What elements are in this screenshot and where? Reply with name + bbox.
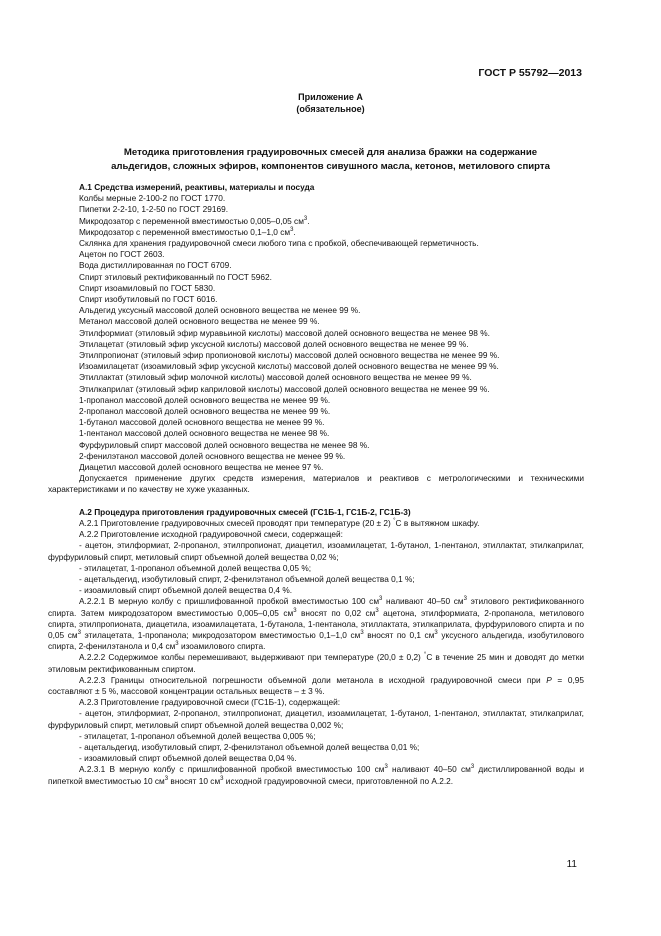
a1-line: 1-пентанол массовой долей основного вещества не менее 98 %. bbox=[79, 428, 330, 439]
a1-line: Спирт изобутиловый по ГОСТ 6016. bbox=[79, 294, 218, 305]
document-title-line-2: альдегидов, сложных эфиров, компонентов сивушного масла, кетонов, метилового спирта bbox=[111, 161, 550, 172]
a2-paragraph: А.2.2.3 Границы относительной погрешности объемной доли метанола в исходной градуировочной смеси при Р = 0,95 составляют ± 5 %, массовой концентрации остальных веществ – ± 3 %. bbox=[48, 674, 584, 696]
document-title-line-1: Методика приготовления градуировочных смесей для анализа бражки на содержание bbox=[123, 147, 538, 158]
standard-number: ГОСТ Р 55792—2013 bbox=[478, 67, 582, 79]
a1-line: Микродозатор с переменной вместимостью 0,1–1,0 $см^3$. bbox=[79, 226, 296, 237]
a1-line: Фурфуриловый спирт массовой долей основного вещества не менее 98 %. bbox=[79, 439, 370, 450]
a2-paragraph: - ацетальдегид, изобутиловый спирт, 2-фенилэтанол объемной долей вещества 0,1 %; bbox=[79, 573, 415, 584]
a2-paragraph: А.2.2 Приготовление исходной градуировочной смеси, содержащей: bbox=[79, 529, 343, 540]
a1-line: Склянка для хранения градуировочной смеси любого типа с пробкой, обеспечивающей герметичность. bbox=[79, 238, 479, 249]
a1-line: Пипетки 2-2-10, 1-2-50 по ГОСТ 29169. bbox=[79, 204, 229, 215]
a2-paragraph: А.2.2.1 В мерную колбу с пришлифованной пробкой вместимостью 100 $см^3$ наливают 40–50 $см^3$ этилового ректификованного спирта. Затем микродозатором вместимостью 0,005–0,05 $см^3$ вносят по 0,02 $см^3$ ацетона, этилформиата, 2-пропанола, метилового спирта, этилпропионата, диацетила, изоамилацетата, 1-бутанола, 1-пентанола, этиллактата, этилкаприлата, фурфурилового спирта и по 0,05 $см^3$ этилацетата, 1-пропанола; микродозатором вместимостью 0,1–1,0 $см^3$ вносят по 0,1 $см^3$ уксусного альдегида, изобутилового спирта, 2-фенилэтанола и 0,4 $см^3$ изоамилового спирта. bbox=[48, 596, 585, 652]
document-title bbox=[70, 146, 591, 174]
section-a1-heading: А.1 Средства измерений, реактивы, материалы и посуда bbox=[79, 182, 315, 192]
a1-line: Спирт изоамиловый по ГОСТ 5830. bbox=[79, 282, 216, 293]
a2-paragraph: А.2.1 Приготовление градуировочных смесей проводят при температуре (20 ± 2) °С в вытяжном шкафу. bbox=[79, 517, 480, 528]
a2-paragraph: - изоамиловый спирт объемной долей вещества 0,4 %. bbox=[79, 585, 293, 596]
a1-line: Диацетил массовой долей основного вещества не менее 97 %. bbox=[79, 462, 324, 473]
a1-line: Допускается применение других средств измерения, материалов и реактивов с метрологическими и техническими характеристиками и по качеству не хуже указанных. bbox=[48, 473, 584, 495]
a1-line: Этилформиат (этиловый эфир муравьиной кислоты) массовой долей основного вещества не менее 98 %. bbox=[79, 327, 490, 338]
section-a2-heading: А.2 Процедура приготовления градуировочных смесей (ГС1Б-1, ГС1Б-2, ГС1Б-3) bbox=[79, 506, 411, 517]
annex-title: Приложение А bbox=[298, 92, 363, 102]
a1-line: 2-пропанол массовой долей основного вещества не менее 99 %. bbox=[79, 406, 331, 417]
a1-line: Этилкаприлат (этиловый эфир каприловой кислоты) массовой долей основного вещества не менее 99 %. bbox=[79, 383, 490, 394]
a2-paragraph: - ацетон, этилформиат, 2-пропанол, этилпропионат, диацетил, изоамилацетат, 1-бутанол, 1-пентанол, этиллактат, этилкаприлат, фурфуриловый спирт, метиловый спирт объемной долей вещества 0,002 %; bbox=[48, 708, 584, 730]
a1-line: Этилацетат (этиловый эфир уксусной кислоты) массовой долей основного вещества не менее 99 %. bbox=[79, 338, 469, 349]
a1-line: Колбы мерные 2-100-2 по ГОСТ 1770. bbox=[79, 193, 226, 204]
annex-status: (обязательное) bbox=[296, 104, 365, 114]
a1-line: Этилпропионат (этиловый эфир пропионовой кислоты) массовой долей основного вещества не менее 99 %. bbox=[79, 350, 500, 361]
a2-paragraph: - ацетон, этилформиат, 2-пропанол, этилпропионат, диацетил, изоамилацетат, 1-бутанол, 1-пентанол, этиллактат, этилкаприлат, фурфуриловый спирт, метиловый спирт объемной долей вещества 0,02 %; bbox=[48, 540, 584, 562]
a2-paragraph: - этилацетат, 1-пропанол объемной долей вещества 0,05 %; bbox=[79, 562, 311, 573]
a2-paragraph: А.2.3.1 В мерную колбу с пришлифованной пробкой вместимостью 100 $см^3$ наливают 40–50 $см^3$ дистиллированной воды и пипеткой вместимостью 10 $см^3$ вносят 10 $см^3$ исходной градуировочной смеси, приготовленной по А.2.2. bbox=[48, 764, 584, 786]
a2-paragraph: - этилацетат, 1-пропанол объемной долей вещества 0,005 %; bbox=[79, 730, 316, 741]
document-body bbox=[48, 182, 584, 787]
a1-line: Альдегид уксусный массовой долей основного вещества не менее 99 %. bbox=[79, 305, 361, 316]
a1-line: Этиллактат (этиловый эфир молочной кислоты) массовой долей основного вещества не менее 99 %. bbox=[79, 372, 472, 383]
a1-line: 1-пропанол массовой долей основного вещества не менее 99 %. bbox=[79, 394, 331, 405]
a1-line: Изоамилацетат (изоамиловый эфир уксусной кислоты) массовой долей основного вещества не менее 99 %. bbox=[79, 361, 499, 372]
a1-line: Вода дистиллированная по ГОСТ 6709. bbox=[79, 260, 232, 271]
a2-paragraph: А.2.3 Приготовление градуировочной смеси (ГС1Б-1), содержащей: bbox=[79, 697, 341, 708]
page-number: 11 bbox=[566, 859, 577, 870]
a1-line: Метанол массовой долей основного вещества не менее 99 %. bbox=[79, 316, 320, 327]
a2-paragraph: - изоамиловый спирт объемной долей вещества 0,04 %. bbox=[79, 753, 297, 764]
a1-line: 1-бутанол массовой долей основного вещества не менее 99 %. bbox=[79, 417, 325, 428]
a1-line: 2-фенилэтанол массовой долей основного вещества не менее 99 %. bbox=[79, 450, 346, 461]
a1-line: Спирт этиловый ректификованный по ГОСТ 5962. bbox=[79, 271, 272, 282]
a2-paragraph: - ацетальдегид, изобутиловый спирт, 2-фенилэтанол объемной долей вещества 0,01 %; bbox=[79, 741, 420, 752]
a2-paragraph: А.2.2.2 Содержимое колбы перемешивают, выдерживают при температуре (20,0 ± 0,2) °С в течение 25 мин и доводят до метки этиловым ректификованным спиртом. bbox=[48, 652, 584, 674]
a1-line: Ацетон по ГОСТ 2603. bbox=[79, 249, 165, 260]
a1-line: Микродозатор с переменной вместимостью 0,005–0,05 $см^3$. bbox=[79, 215, 310, 226]
